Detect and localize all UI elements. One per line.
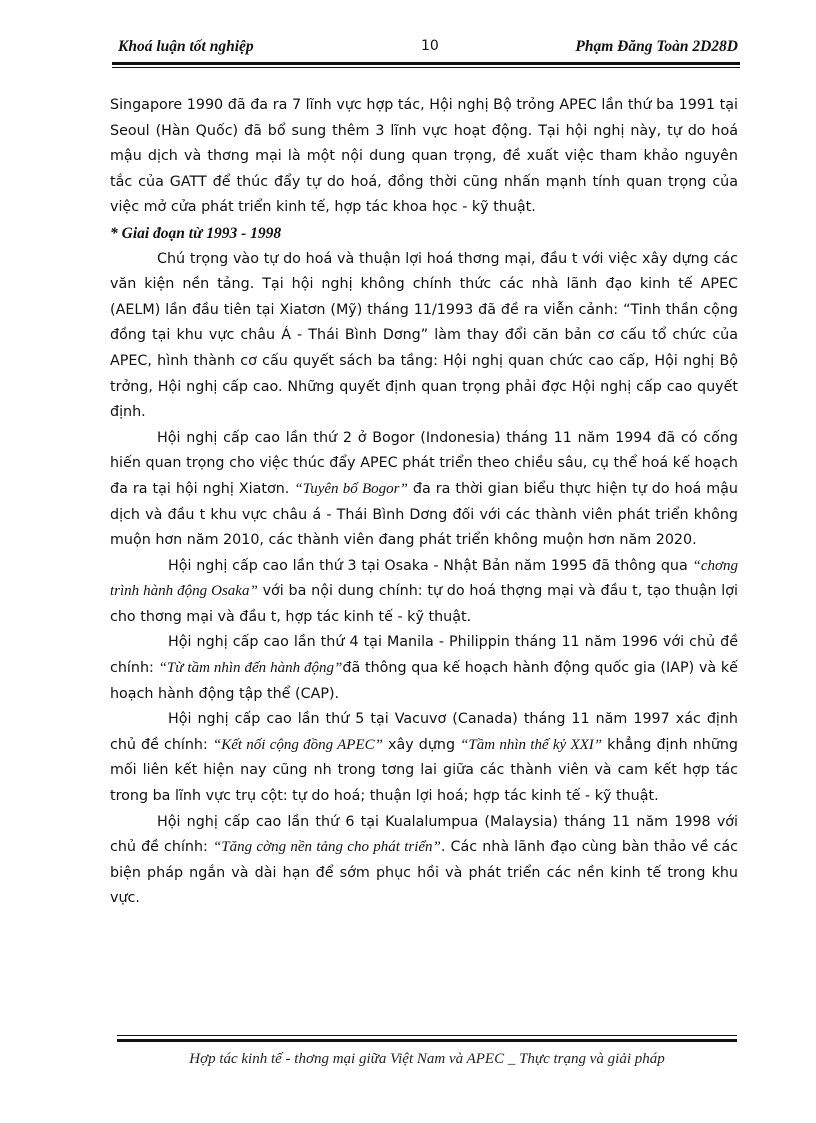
paragraph-6-text-b: xây dựng [382, 736, 461, 753]
paragraph-6-italic-2: “Tầm nhìn thế kỷ XXI” [460, 736, 603, 753]
paragraph-6-text-c: khẳng định những mối liên kết hiện nay cũng nh trong tơng lai giữa các thành viên và cam kết hợp tác trong ba lĩnh vực trụ cột: tự do hoá; thuận lợi hoá; hợp tác kinh tế - kỹ thuật. [110, 736, 739, 805]
paragraph-3 [110, 426, 738, 554]
page-header [118, 36, 738, 60]
page-footer: Hợp tác kinh tế - thơng mại giữa Việt Nam và APEC _ Thực trạng và giải pháp [189, 1051, 665, 1067]
paragraph-7 [110, 810, 738, 912]
paragraph-4 [110, 554, 738, 631]
paragraph-5-italic: “Từ tầm nhìn đến hành động” [158, 660, 343, 677]
paragraph-6-italic-1: “Kết nối cộng đồng APEC” [212, 736, 383, 753]
paragraph-7-italic: “Tăng cờng nền tảng cho phát triển” [212, 839, 441, 856]
paragraph-3-text-b: đa ra thời gian biểu thực hiện tự do hoá mậu dịch và đầu t khu vực châu á - Thái Bình Dơng đối với các thành viên phát triển không muộn hơn năm 2010, các thành viên đang phát triển không muộn hơn năm 2020. [110, 480, 738, 549]
header-rule-thin [112, 67, 740, 68]
page-number: 10 [421, 38, 439, 54]
section-subheading: * Giai đoạn từ 1993 - 1998 [110, 224, 282, 242]
header-thesis-title: Khoá luận tốt nghiệp [118, 38, 254, 55]
paragraph-4-text-b: với ba nội dung chính: tự do hoá thợng mại và đầu t, tạo thuận lợi cho thơng mại và đầu t, hợp tác kinh tế - kỹ thuật. [110, 583, 739, 625]
paragraph-1: Singapore 1990 đã đa ra 7 lĩnh vực hợp tác, Hội nghị Bộ trỏng APEC lần thứ ba 1991 tại Seoul (Hàn Quốc) đã bổ sung thêm 3 lĩnh vực hoạt động. Tại hội nghị này, tự do hoá mậu dịch và thơng mại là một nội dung quan trọng, đề xuất việc tham khảo nguyên tắc của GATT để thúc đẩy tự do hoá, đồng thời cũng nhấn mạnh tính quan trọng của việc mở cửa phát triển kinh tế, hợp tác khoa học - kỹ thuật. [110, 97, 738, 216]
paragraph-3-italic: “Tuyên bố Bogor” [294, 480, 408, 497]
footer-rule-thick [117, 1039, 737, 1042]
footer-rule-thin [117, 1035, 737, 1036]
header-author: Phạm Đăng Toàn 2D28D [575, 38, 738, 55]
paragraph-5-text-b: đã thông qua kế hoạch hành động quốc gia (IAP) và kế hoạch hành động tập thể (CAP). [110, 660, 738, 702]
document-body [110, 93, 738, 912]
paragraph-7-text-a: Hội nghị cấp cao lần thứ 6 tại Kualalumpua (Malaysia) tháng 11 năm 1998 với chủ đề chính: [110, 813, 738, 856]
paragraph-6 [110, 707, 738, 809]
paragraph-5 [110, 630, 738, 707]
paragraph-6-text-a: Hội nghị cấp cao lần thứ 5 tại Vacuvơ (Canada) tháng 11 năm 1997 xác định chủ đề chính: [110, 711, 738, 753]
header-rule-thick [112, 62, 740, 65]
paragraph-4-italic: “chơng trình hành động Osaka” [110, 557, 738, 600]
paragraph-2: Chú trọng vào tự do hoá và thuận lợi hoá thơng mại, đầu t với việc xây dựng các văn kiện nền tảng. Tại hội nghị không chính thức các nhà lãnh đạo kinh tế APEC (AELM) lần đầu tiên tại Xiatơn (Mỹ) tháng 11/1993 đã đề ra viễn cảnh: “Tinh thần cộng đồng tại khu vực châu Á - Thái Bình Dơng” làm thay đổi căn bản cơ cấu tổ chức của APEC, hình thành cơ cấu quyết sách ba tầng: Hội nghị quan chức cao cấp, Hội nghị Bộ trởng, Hội nghị cấp cao. Những quyết định quan trọng phải đợc Hội nghị cấp cao quyết định. [110, 250, 738, 421]
paragraph-5-text-a: Hội nghị cấp cao lần thứ 4 tại Manila - Philippin tháng 11 năm 1996 với chủ đề chính: [110, 634, 738, 677]
paragraph-3-text-a: Hội nghị cấp cao lần thứ 2 ở Bogor (Indonesia) tháng 11 năm 1994 đã có cống hiến quan trọng cho việc thúc đẩy APEC phát triển theo chiều sâu, cụ thể hoá kế hoạch đa ra tại hội nghị Xiatơn. [110, 429, 738, 497]
paragraph-7-text-b: . Các nhà lãnh đạo cùng bàn thảo về các biện pháp ngắn và dài hạn để sớm phục hồi và phát triển các nền kinh tế trong khu vực. [110, 839, 738, 907]
paragraph-4-text-a: Hội nghị cấp cao lần thứ 3 tại Osaka - Nhật Bản năm 1995 đã thông qua [168, 557, 693, 574]
